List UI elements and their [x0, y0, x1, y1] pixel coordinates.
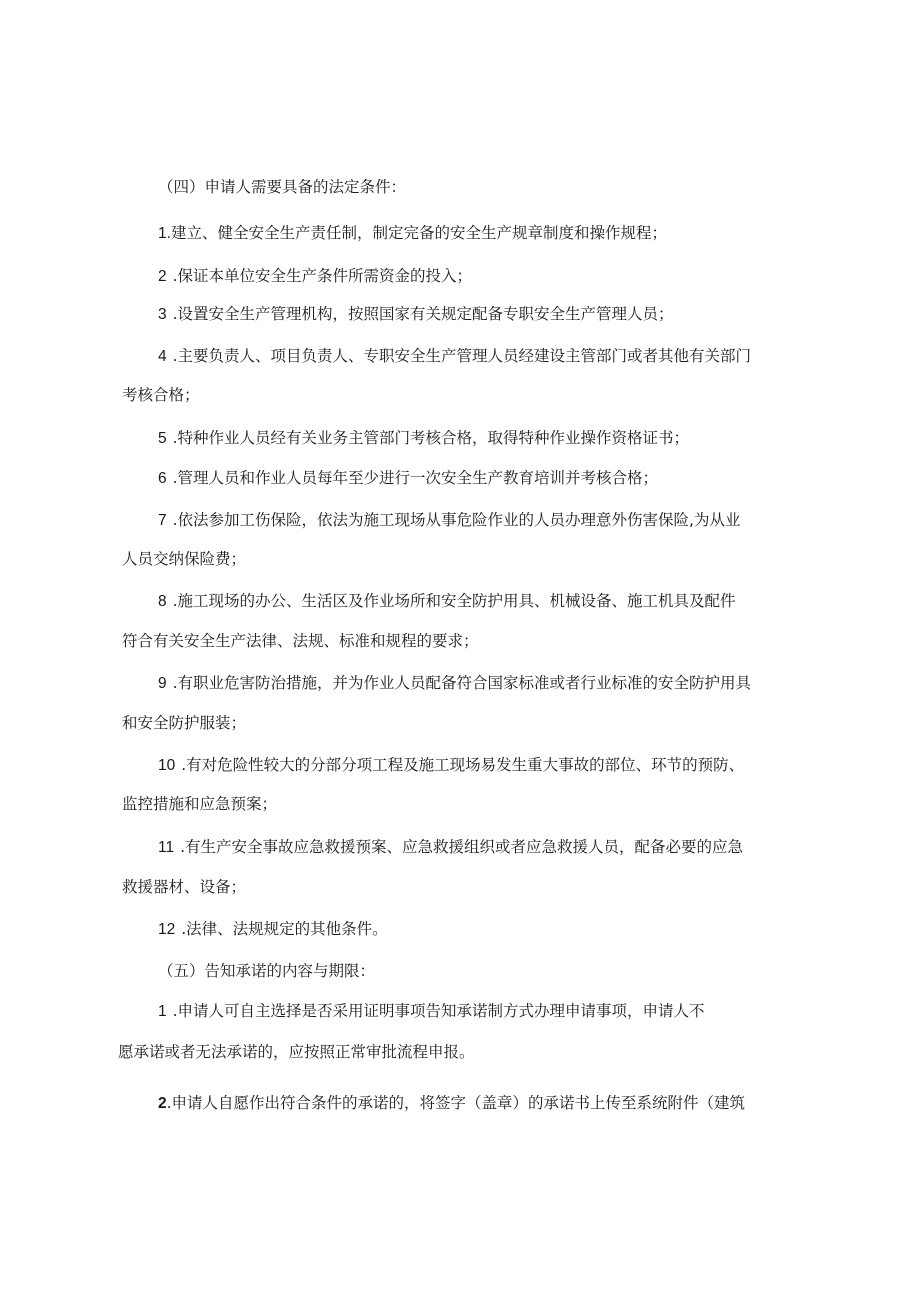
item-text: .申请人可自主选择是否采用证明事项告知承诺制方式办理申请事项，申请人不: [172, 1002, 705, 1020]
item-text: .法律、法规规定的其他条件。: [181, 920, 388, 938]
list-item: [158, 1092, 745, 1114]
list-item: [158, 467, 658, 489]
list-item: [158, 918, 388, 940]
list-item-continuation: 人员交纳保险费；: [122, 550, 247, 568]
item-text: 建立、健全安全生产责任制，制定完备的安全生产规章制度和操作规程；: [170, 224, 667, 242]
item-number: 9: [158, 675, 167, 692]
item-text: .管理人员和作业人员每年至少进行一次安全生产教育培训并考核合格；: [172, 469, 659, 487]
item-text: .主要负责人、项目负责人、专职安全生产管理人员经建设主管部门或者其他有关部门: [172, 347, 752, 365]
item-number: 2: [158, 1095, 167, 1112]
list-item-continuation: 愿承诺或者无法承诺的，应按照正常审批流程申报。: [118, 1043, 475, 1061]
item-number: 7: [158, 512, 167, 529]
section-4-heading: （四）申请人需要具备的法定条件：: [158, 178, 407, 196]
item-text: .施工现场的办公、生活区及作业场所和安全防护用具、机械设备、施工机具及配件: [172, 592, 736, 610]
list-item-continuation: 考核合格；: [122, 386, 200, 404]
list-item: [158, 427, 689, 449]
list-item: [158, 590, 736, 612]
list-item: [158, 265, 472, 287]
item-text: .申请人自愿作出符合条件的承诺的，将签字（盖章）的承诺书上传至系统附件（建筑: [166, 1094, 746, 1112]
list-item: [158, 754, 744, 776]
list-item-continuation: 监控措施和应急预案；: [122, 795, 278, 813]
item-number: 12: [158, 921, 176, 938]
section-5-heading: （五）告知承诺的内容与期限：: [158, 962, 376, 980]
item-number: 1.: [158, 225, 171, 242]
item-text: .有对危险性较大的分部分项工程及施工现场易发生重大事故的部位、环节的预防、: [181, 756, 745, 774]
list-item: [158, 222, 667, 244]
list-item: [158, 836, 743, 858]
item-number: 11: [158, 839, 175, 856]
list-item: [158, 345, 751, 367]
list-item-continuation: 救援器材、设备；: [122, 878, 247, 896]
list-item: [158, 303, 674, 325]
item-text: .特种作业人员经有关业务主管部门考核合格，取得特种作业操作资格证书；: [172, 429, 690, 447]
list-item: [158, 509, 740, 531]
item-text: .设置安全生产管理机构，按照国家有关规定配备专职安全生产管理人员；: [172, 305, 674, 323]
item-text: .保证本单位安全生产条件所需资金的投入；: [172, 267, 473, 285]
item-number: 2: [158, 268, 167, 285]
item-number: 1: [158, 1003, 167, 1020]
item-number: 6: [158, 470, 167, 487]
item-text: .有职业危害防治措施，并为作业人员配备符合国家标准或者行业标准的安全防护用具: [172, 674, 752, 692]
item-number: 4: [158, 348, 167, 365]
list-item: [158, 1000, 705, 1022]
list-item-continuation: 和安全防护服装；: [122, 714, 247, 732]
item-number: 8: [158, 593, 167, 610]
item-number: 5: [158, 430, 167, 447]
list-item: [158, 672, 751, 694]
item-text: .有生产安全事故应急救援预案、应急救援组织或者应急救援人员，配备必要的应急: [180, 838, 744, 856]
list-item-continuation: 符合有关安全生产法律、法规、标准和规程的要求；: [122, 632, 479, 650]
item-number: 10: [158, 757, 176, 774]
item-text: .依法参加工伤保险，依法为施工现场从事危险作业的人员办理意外伤害保险,为从业: [172, 511, 741, 529]
item-number: 3: [158, 306, 167, 323]
